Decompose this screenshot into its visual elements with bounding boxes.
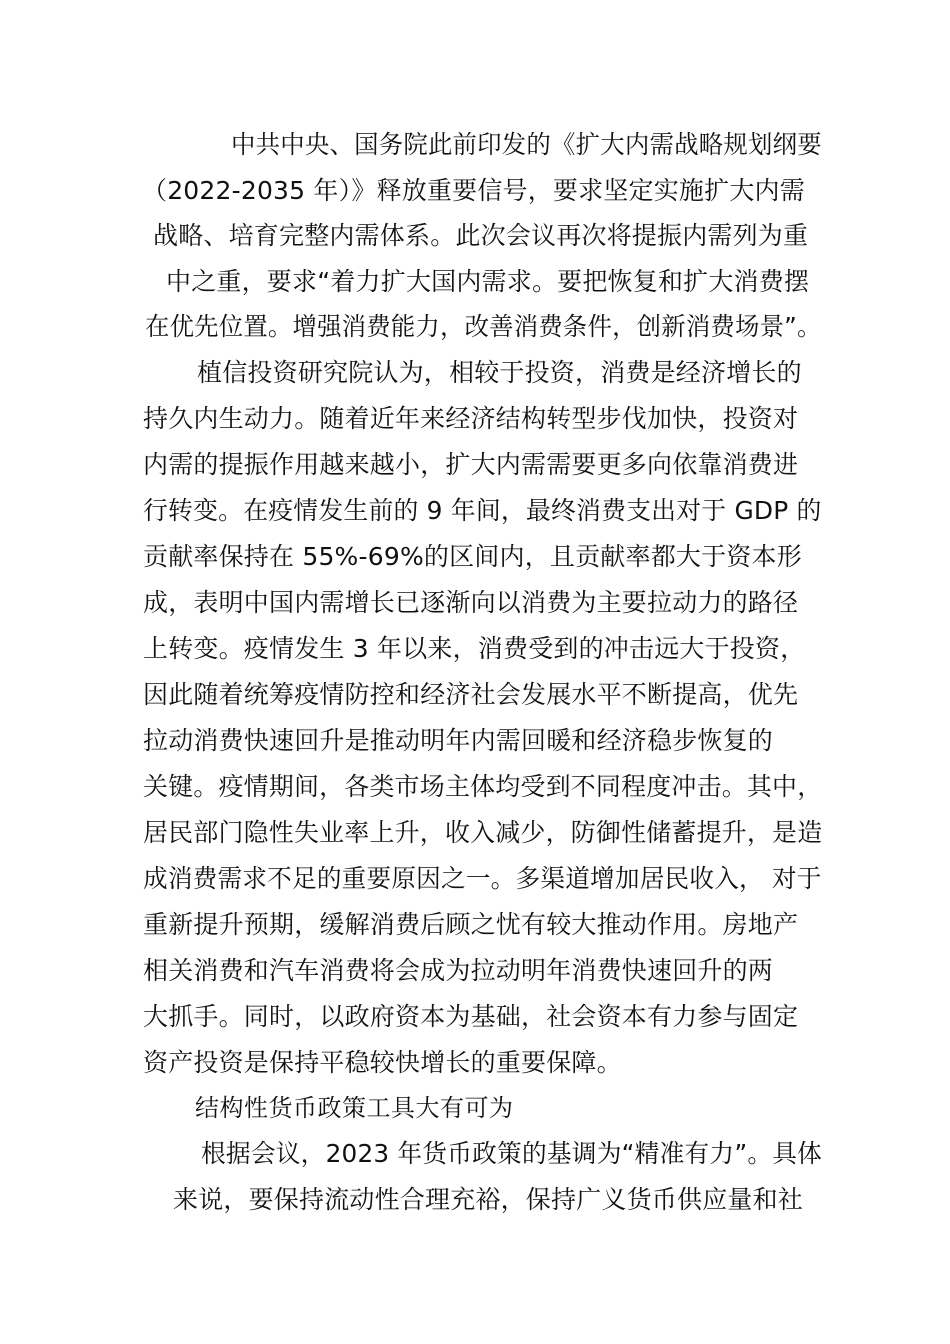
paragraph-3-line-1: 根据会议，2023 年货币政策的基调为“精准有力”。具体 (201, 1139, 823, 1168)
paragraph-2-line-16: 资产投资是保持平稳较快增长的重要保障。 (143, 1048, 622, 1077)
paragraph-2-line-12: 成消费需求不足的重要原因之一。多渠道增加居民收入， 对于 (143, 864, 822, 893)
paragraph-1-line-5: 在优先位置。增强消费能力，改善消费条件，创新消费场景”。 (145, 312, 822, 341)
paragraph-2-line-5: 贡献率保持在 55%-69%的区间内，且贡献率都大于资本形 (143, 542, 802, 571)
paragraph-2-line-9: 拉动消费快速回升是推动明年内需回暖和经济稳步恢复的 (143, 726, 774, 755)
paragraph-1-line-2: （2022-2035 年）》释放重要信号，要求坚定实施扩大内需 (142, 176, 805, 205)
paragraph-2-line-6: 成，表明中国内需增长已逐渐向以消费为主要拉动力的路径 (143, 588, 799, 617)
paragraph-1-line-1: 中共中央、国务院此前印发的《扩大内需战略规划纲要 (231, 130, 822, 159)
paragraph-2-line-1: 植信投资研究院认为，相较于投资，消费是经济增长的 (197, 358, 802, 387)
paragraph-2-line-10: 关键。疫情期间，各类市场主体均受到不同程度冲击。其中， (143, 772, 823, 801)
paragraph-2-line-8: 因此随着统筹疫情防控和经济社会发展水平不断提高，优先 (143, 680, 799, 709)
section-heading: 结构性货币政策工具大有可为 (195, 1094, 514, 1122)
paragraph-1-line-3: 战略、培育完整内需体系。此次会议再次将提振内需列为重 (153, 221, 809, 250)
paragraph-2-line-2: 持久内生动力。随着近年来经济结构转型步伐加快，投资对 (143, 404, 799, 433)
paragraph-2-line-4: 行转变。在疫情发生前的 9 年间，最终消费支出对于 GDP 的 (143, 496, 822, 525)
paragraph-2-line-3: 内需的提振作用越来越小，扩大内需需要更多向依靠消费进 (143, 450, 799, 479)
paragraph-2-line-7: 上转变。疫情发生 3 年以来，消费受到的冲击远大于投资， (143, 634, 806, 663)
paragraph-2-line-14: 相关消费和汽车消费将会成为拉动明年消费快速回升的两 (143, 956, 774, 985)
paragraph-2-line-13: 重新提升预期，缓解消费后顾之忧有较大推动作用。房地产 (143, 910, 799, 939)
paragraph-2-line-15: 大抓手。同时，以政府资本为基础，社会资本有力参与固定 (143, 1002, 799, 1031)
paragraph-2-line-11: 居民部门隐性失业率上升，收入减少，防御性储蓄提升，是造 (143, 818, 823, 847)
paragraph-3-line-2: 来说，要保持流动性合理充裕，保持广义货币供应量和社 (173, 1185, 804, 1214)
paragraph-1-line-4: 中之重，要求“着力扩大国内需求。要把恢复和扩大消费摆 (166, 267, 810, 296)
